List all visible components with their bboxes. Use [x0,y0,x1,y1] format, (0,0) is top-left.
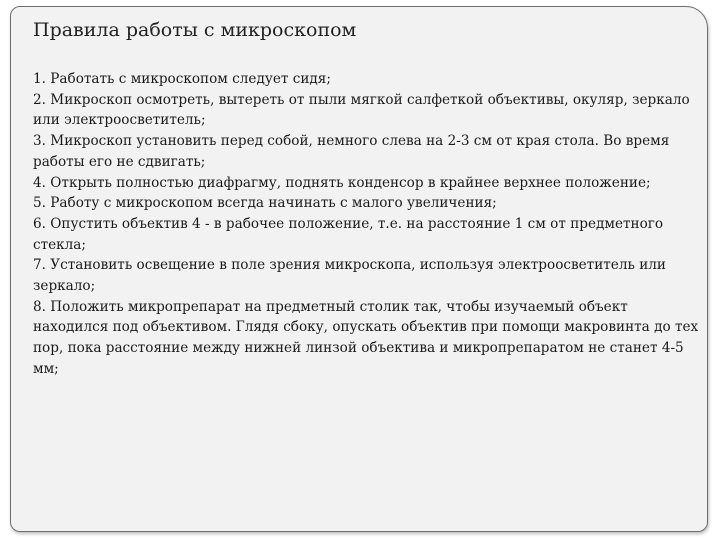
rule-item-1: 1. Работать с микроскопом следует сидя; [33,71,331,87]
rule-item-7: 7. Установить освещение в поле зрения микроскопа, используя электроосветитель или зеркало; [33,257,666,295]
rule-item-4: 4. Открыть полностью диафрагму, поднять конденсор в крайнее верхнее положение; [33,174,651,191]
rule-item-5: 5. Работу с микроскопом всегда начинать с малого увеличения; [33,195,497,212]
rule-item-3: 3. Микроскоп установить перед собой, немного слева на 2-3 см от края стола. Во время работы его не сдвигать; [33,133,670,170]
rules-list [33,69,699,380]
rule-item-8: 8. Положить микропрепарат на предметный столик так, чтобы изучаемый объект находился под объективом. Глядя сбоку, опускать объектив при помощи макровинта до тех пор, пока расстояние между нижней линзой объектива и микропрепаратом не станет 4-5 мм; [33,298,699,377]
slide-frame [10,6,708,532]
rule-item-6: 6. Опустить объектив 4 - в рабочее положение, т.е. на расстояние 1 см от предметного стекла; [33,215,664,253]
slide-title: Правила работы с микроскопом [33,19,357,41]
rule-item-2: 2. Микроскоп осмотреть, вытереть от пыли мягкой салфеткой объективы, окуляр, зеркало или электроосветитель; [33,91,690,129]
